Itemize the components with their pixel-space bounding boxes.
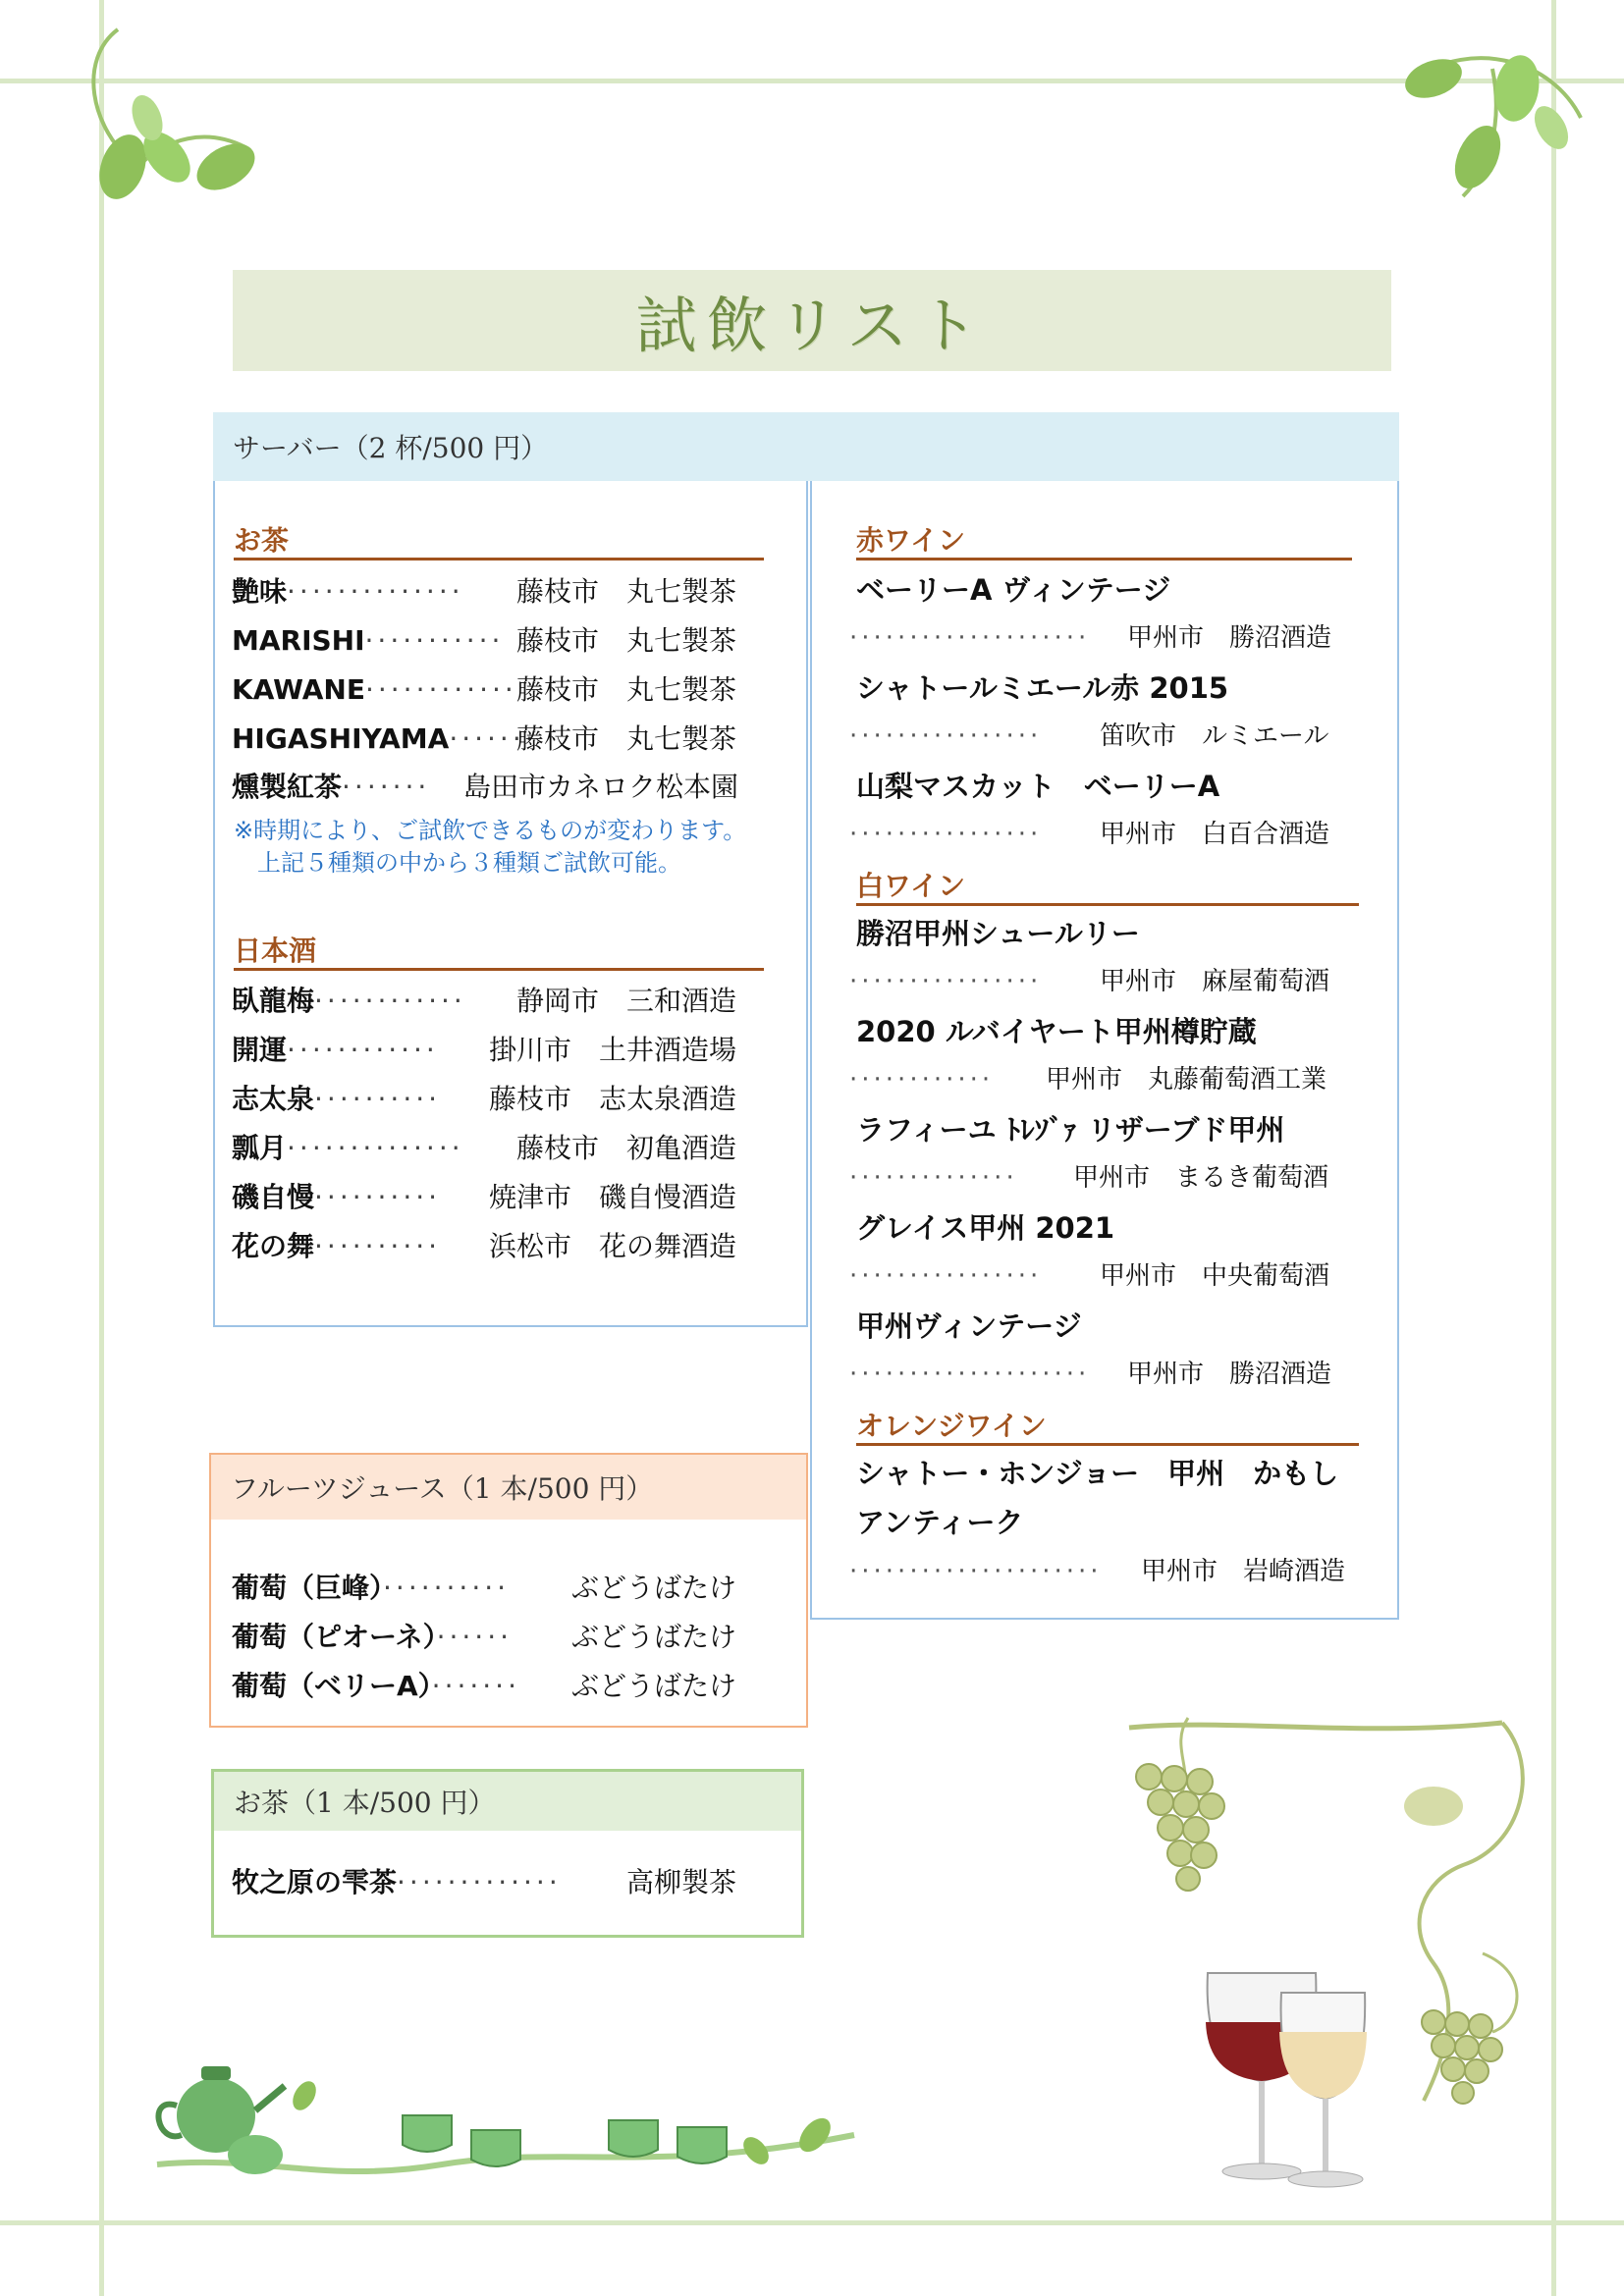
dot-leader: ······· xyxy=(431,1670,520,1702)
item-maker: 島田市カネロク松本園 xyxy=(463,771,739,803)
item-name: 葡萄（ベリーA） xyxy=(232,1670,432,1702)
section-title-tea: お茶 xyxy=(234,524,764,561)
tea-row xyxy=(232,770,739,805)
dot-leader: ·············· xyxy=(287,575,464,608)
tea-note-2: 上記５種類の中から３種類ご試飲可能。 xyxy=(257,849,681,877)
sake-row xyxy=(232,1082,737,1117)
tea-row xyxy=(232,574,737,610)
dot-leader: ················ xyxy=(849,967,1043,996)
section-title-red-wine: 赤ワイン xyxy=(856,524,1352,561)
item-maker: ぶどうばたけ xyxy=(571,1621,737,1653)
wine-name: グレイス甲州 2021 xyxy=(856,1211,1115,1245)
item-name: 臥龍梅 xyxy=(232,985,315,1017)
item-name: 志太泉 xyxy=(232,1083,315,1115)
section-title-white-wine: 白ワイン xyxy=(856,870,1359,906)
item-name: HIGASHIYAMA xyxy=(232,722,450,755)
leaf-ornament-top-right-icon xyxy=(1394,20,1600,206)
dot-leader: ················ xyxy=(849,1261,1043,1291)
title-banner xyxy=(233,270,1391,371)
item-name: 艶味 xyxy=(232,575,288,608)
wine-name: シャトールミエール赤 2015 xyxy=(856,671,1229,705)
orange-wine-maker: 甲州市 岩崎酒造 xyxy=(1141,1557,1346,1586)
leaf-ornament-top-left-icon xyxy=(79,20,275,206)
dot-leader: ······ xyxy=(436,1621,514,1653)
bottled-tea-row xyxy=(232,1865,737,1900)
dot-leader: ······· xyxy=(449,722,538,755)
dot-leader: ············· xyxy=(397,1866,562,1898)
wine-glasses-icon xyxy=(1203,1963,1370,2199)
item-maker: 高柳製茶 xyxy=(626,1866,737,1898)
item-maker: 藤枝市 初亀酒造 xyxy=(516,1132,737,1164)
tea-row xyxy=(232,623,737,659)
juice-row xyxy=(232,1620,737,1655)
dot-leader: ·········· xyxy=(314,1181,442,1213)
item-maker: 藤枝市 丸七製茶 xyxy=(516,673,737,706)
item-name: 牧之原の雫茶 xyxy=(232,1866,398,1898)
wine-maker-row xyxy=(849,1062,1327,1097)
dot-leader: ······· xyxy=(342,771,431,803)
wine-maker-row xyxy=(849,719,1329,754)
item-maker: 藤枝市 志太泉酒造 xyxy=(489,1083,737,1115)
item-name: 葡萄（ピオーネ） xyxy=(232,1621,437,1653)
sake-row xyxy=(232,1180,737,1215)
item-maker: 藤枝市 丸七製茶 xyxy=(516,624,737,657)
tea-row xyxy=(232,721,737,757)
item-maker: 藤枝市 丸七製茶 xyxy=(516,722,737,755)
dot-leader: ·········· xyxy=(314,1083,442,1115)
dot-leader: ············ xyxy=(314,985,466,1017)
item-name: 瓢月 xyxy=(232,1132,288,1164)
sake-row xyxy=(232,984,737,1019)
item-name: 葡萄（巨峰） xyxy=(232,1572,384,1604)
wine-maker: 甲州市 麻屋葡萄酒 xyxy=(1100,967,1330,996)
tea-note-1: ※時期により、ご試飲できるものが変わります。 xyxy=(234,817,747,844)
item-name: 燻製紅茶 xyxy=(232,771,343,803)
frame-line-bottom xyxy=(0,2220,1624,2225)
wine-maker: 甲州市 勝沼酒造 xyxy=(1127,1360,1332,1389)
wine-maker-row xyxy=(849,1357,1332,1392)
dot-leader: ················ xyxy=(849,820,1043,849)
dot-leader: ·············· xyxy=(849,1163,1018,1193)
wine-maker: 甲州市 まるき葡萄酒 xyxy=(1073,1163,1329,1193)
wine-name: 2020 ルバイヤート甲州樽貯蔵 xyxy=(856,1015,1257,1048)
teapot-cups-icon xyxy=(147,2056,864,2194)
dot-leader: ·············· xyxy=(287,1132,464,1164)
item-maker: 浜松市 花の舞酒造 xyxy=(489,1230,737,1262)
wine-maker-row xyxy=(849,1258,1330,1294)
sake-row xyxy=(232,1229,737,1264)
wine-maker-row xyxy=(849,964,1330,999)
juice-row xyxy=(232,1669,737,1704)
dot-leader: ·········· xyxy=(383,1572,511,1604)
dot-leader: ············ xyxy=(849,1065,995,1095)
item-name: 開運 xyxy=(232,1034,288,1066)
dot-leader: ····················· xyxy=(849,1557,1103,1586)
item-name: KAWANE xyxy=(232,673,365,706)
item-name: MARISHI xyxy=(232,624,365,657)
wine-maker: 甲州市 中央葡萄酒 xyxy=(1100,1261,1330,1291)
item-maker: 静岡市 三和酒造 xyxy=(516,985,737,1017)
item-maker: 藤枝市 丸七製茶 xyxy=(516,575,737,608)
wine-maker-row xyxy=(849,1160,1329,1196)
wine-name: 山梨マスカット ベーリーA xyxy=(856,770,1220,803)
page-title: 試飲リスト xyxy=(635,290,989,361)
bottled-tea-box xyxy=(211,1769,804,1938)
juice-row xyxy=(232,1571,737,1606)
dot-leader: ···················· xyxy=(849,623,1091,653)
dot-leader: ···················· xyxy=(849,1360,1091,1389)
dot-leader: ·········· xyxy=(314,1230,442,1262)
server-header-bar xyxy=(213,412,1399,481)
item-name: 磯自慢 xyxy=(232,1181,315,1213)
dot-leader: ················ xyxy=(849,721,1043,751)
wine-maker: 甲州市 丸藤葡萄酒工業 xyxy=(1046,1065,1327,1095)
item-name: 花の舞 xyxy=(232,1230,315,1262)
sake-row xyxy=(232,1131,737,1166)
tea-row xyxy=(232,672,737,708)
item-maker: 掛川市 土井酒造場 xyxy=(489,1034,737,1066)
dot-leader: ··········· xyxy=(364,624,505,657)
server-header: サーバー（2 杯/500 円） xyxy=(233,432,549,464)
dot-leader: ············ xyxy=(287,1034,439,1066)
orange-wine-maker-row xyxy=(849,1554,1346,1589)
wine-name: ラフィーユ ﾄﾚｿﾞｧ リザーブド甲州 xyxy=(856,1113,1285,1147)
frame-line-left xyxy=(99,0,104,2296)
section-title-orange-wine: オレンジワイン xyxy=(856,1410,1359,1446)
wine-name: ベーリーA ヴィンテージ xyxy=(856,573,1171,607)
dot-leader: ············ xyxy=(364,673,517,706)
item-maker: 焼津市 磯自慢酒造 xyxy=(489,1181,737,1213)
item-maker: ぶどうばたけ xyxy=(571,1572,737,1604)
wine-maker: 甲州市 白百合酒造 xyxy=(1100,820,1330,849)
item-maker: ぶどうばたけ xyxy=(571,1670,737,1702)
wine-maker-row xyxy=(849,620,1332,656)
juice-header: フルーツジュース（1 本/500 円） xyxy=(211,1455,806,1520)
wine-maker: 甲州市 勝沼酒造 xyxy=(1127,623,1332,653)
section-title-sake: 日本酒 xyxy=(234,934,764,971)
wine-name: 甲州ヴィンテージ xyxy=(856,1309,1082,1343)
wine-maker: 笛吹市 ルミエール xyxy=(1100,721,1329,751)
wine-name: 勝沼甲州シュールリー xyxy=(856,917,1140,950)
orange-wine-name-line2: アンティーク xyxy=(856,1506,1024,1539)
wine-maker-row xyxy=(849,817,1330,852)
bottled-tea-header: お茶（1 本/500 円） xyxy=(214,1772,801,1831)
orange-wine-name-line1: シャトー・ホンジョー 甲州 かもし xyxy=(856,1457,1339,1490)
sake-row xyxy=(232,1033,737,1068)
